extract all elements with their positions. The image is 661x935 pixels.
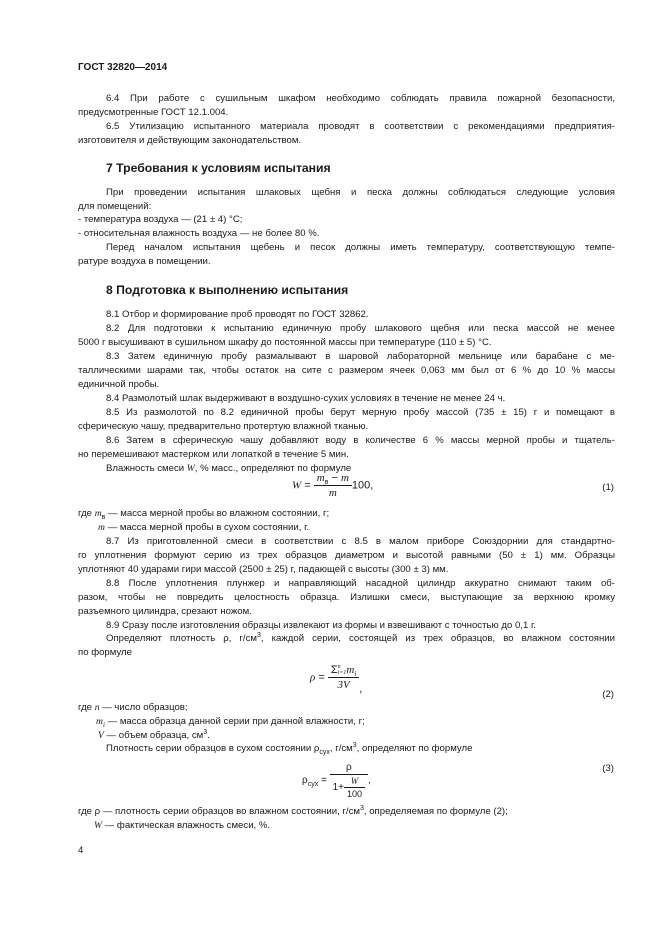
para-8-2-line-2: 5000 г высушивают в сушильном шкафу до постоянной массы при температуре (110 ± 5) °С. [78,337,492,348]
para-8-3-line-3: единичной пробы. [78,379,160,390]
para-6-5-line-1: 6.5 Утилизацию испытанного материала проводят в соответствии с рекомендациями предприятия- [106,121,615,132]
para-8-9-line-2: Определяют плотность ρ, $г/см^3$, каждой серии, состоящей из трех образцов, во влажном состоянии [106,632,615,644]
para-8-5-line-2: сферическую чашу, предварительно протертую влажной тканью. [78,421,369,432]
para-8-3-line-2: таллическими шарами так, чтобы остаток на сите с размером ячеек 0,063 мм был от 6 % до 10 % массы [78,365,615,376]
para-8-8-line-2: разом, чтобы не повредить целостность образца. Излишки смеси, выступающие за верхнюю кромку [78,592,615,603]
para-dry-density: Плотность серии образцов в сухом состоянии $\rho_{сух}$, $г/см^3$, определяют по формуле [106,742,473,756]
section-8-heading: 8 Подготовка к выполнению испытания [106,283,349,297]
para-8-9-line-3: по формуле [78,647,132,658]
para-8-8-line-1: 8.8 После уплотнения плунжер и направляющий насадной цилиндр аккуратно снимают таким об- [106,578,615,589]
para-8-7-line-2: го уплотнения формуют серию из трех образцов диаметром и высотой равными (50 ± 1) мм. Образцы [78,550,615,561]
where-2-line-3: V — объем образца, $см^3$. [98,729,210,741]
where-2-line-2: $m_i$ — масса образца данной серии при данной влажности, г; [96,716,365,729]
para-8-4: 8.4 Размолотый шлак выдерживают в воздушно-сухих условиях в течение не менее 24 ч. [106,393,506,404]
para-7-line-5: Перед началом испытания щебень и песок должны иметь температуру, соответствующую темпе- [106,242,615,253]
equation-2-number: (2) [602,689,614,700]
section-7-heading: 7 Требования к условиям испытания [106,161,331,175]
where-3-line-2: W — фактическая влажность смеси, %. [94,820,271,831]
equation-3-number: (3) [602,763,614,774]
para-8-2-line-1: 8.2 Для подготовки к испытанию единичную пробу шлакового щебня или песка массой не менее [106,323,615,334]
where-1-line-1: где $m_в$ — масса мерной пробы во влажном состоянии, г; [78,508,330,521]
para-7-line-6: ратуре воздуха в помещении. [78,256,211,267]
where-3-line-1: где ρ — плотность серии образцов во влажном состоянии, $г/см^3$, определяемая по формуле (2); [78,805,508,817]
para-7-line-2: для помещений: [78,201,152,212]
para-6-5-line-2: изготовителя и действующим законодательством. [78,135,302,146]
para-8-6-line-1: 8.6 Затем в сферическую чашу добавляют воду в количестве 6 % массы мерной пробы и тщатель- [106,435,615,446]
para-7-line-1: При проведении испытания шлаковых щебня и песка должны соблюдаться следующие условия [106,187,615,198]
para-8-8-line-3: разъемного цилиндра, срезают ножом. [78,606,252,617]
para-6-4-line-1: 6.4 При работе с сушильным шкафом необходимо соблюдать правила пожарной безопасности, [106,93,615,104]
document-header: ГОСТ 32820—2014 [78,62,168,73]
where-2-line-1: где n — число образцов; [78,702,188,713]
para-8-6-line-3: Влажность смеси W, % масс., определяют по формуле [106,463,352,474]
equation-1: W = $\frac{m_в - m}{m}$ 100, [292,472,374,499]
para-7-item-humidity: - относительная влажность воздуха — не более 80 %. [78,228,320,239]
para-8-1: 8.1 Отбор и формирование проб проводят по ГОСТ 32862. [106,309,369,320]
para-8-9: 8.9 Сразу после изготовления образцы извлекают из формы и взвешивают с точностью до 0,1 г. [106,620,536,631]
para-8-6-line-2: но перемешивают мастерком или лопаткой в течение 5 мин. [78,449,349,460]
page-number: 4 [78,845,84,856]
para-6-4-line-2: предусмотренные ГОСТ 12.1.004. [78,107,229,118]
para-8-3-line-1: 8.3 Затем единичную пробу размалывают в шаровой лабораторной мельнице или барабане с ме- [106,351,615,362]
equation-3: $\rho_{сух}$ = ρ 1+ $\frac{W}{100}$ , [302,762,371,799]
where-1-line-2: m — масса мерной пробы в сухом состоянии, г. [98,522,310,533]
equation-2: ρ = Σn $i=1m_i$ 3V , [310,664,363,696]
para-8-5-line-1: 8.5 Из размолотой по 8.2 единичной пробы берут мерную пробу массой (735 ± 15) г и помещают в [106,407,615,418]
para-8-7-line-1: 8.7 Из приготовленной смеси в соответствии с 8.5 в малом приборе Союздорнии для стандартно- [106,536,615,547]
equation-1-number: (1) [602,482,614,493]
para-7-item-temperature: - температура воздуха — (21 ± 4) °С; [78,214,243,225]
para-8-7-line-3: уплотняют 40 ударами гири массой (2500 ± 25) г, падающей с высоты (300 ± 3) мм. [78,564,449,575]
